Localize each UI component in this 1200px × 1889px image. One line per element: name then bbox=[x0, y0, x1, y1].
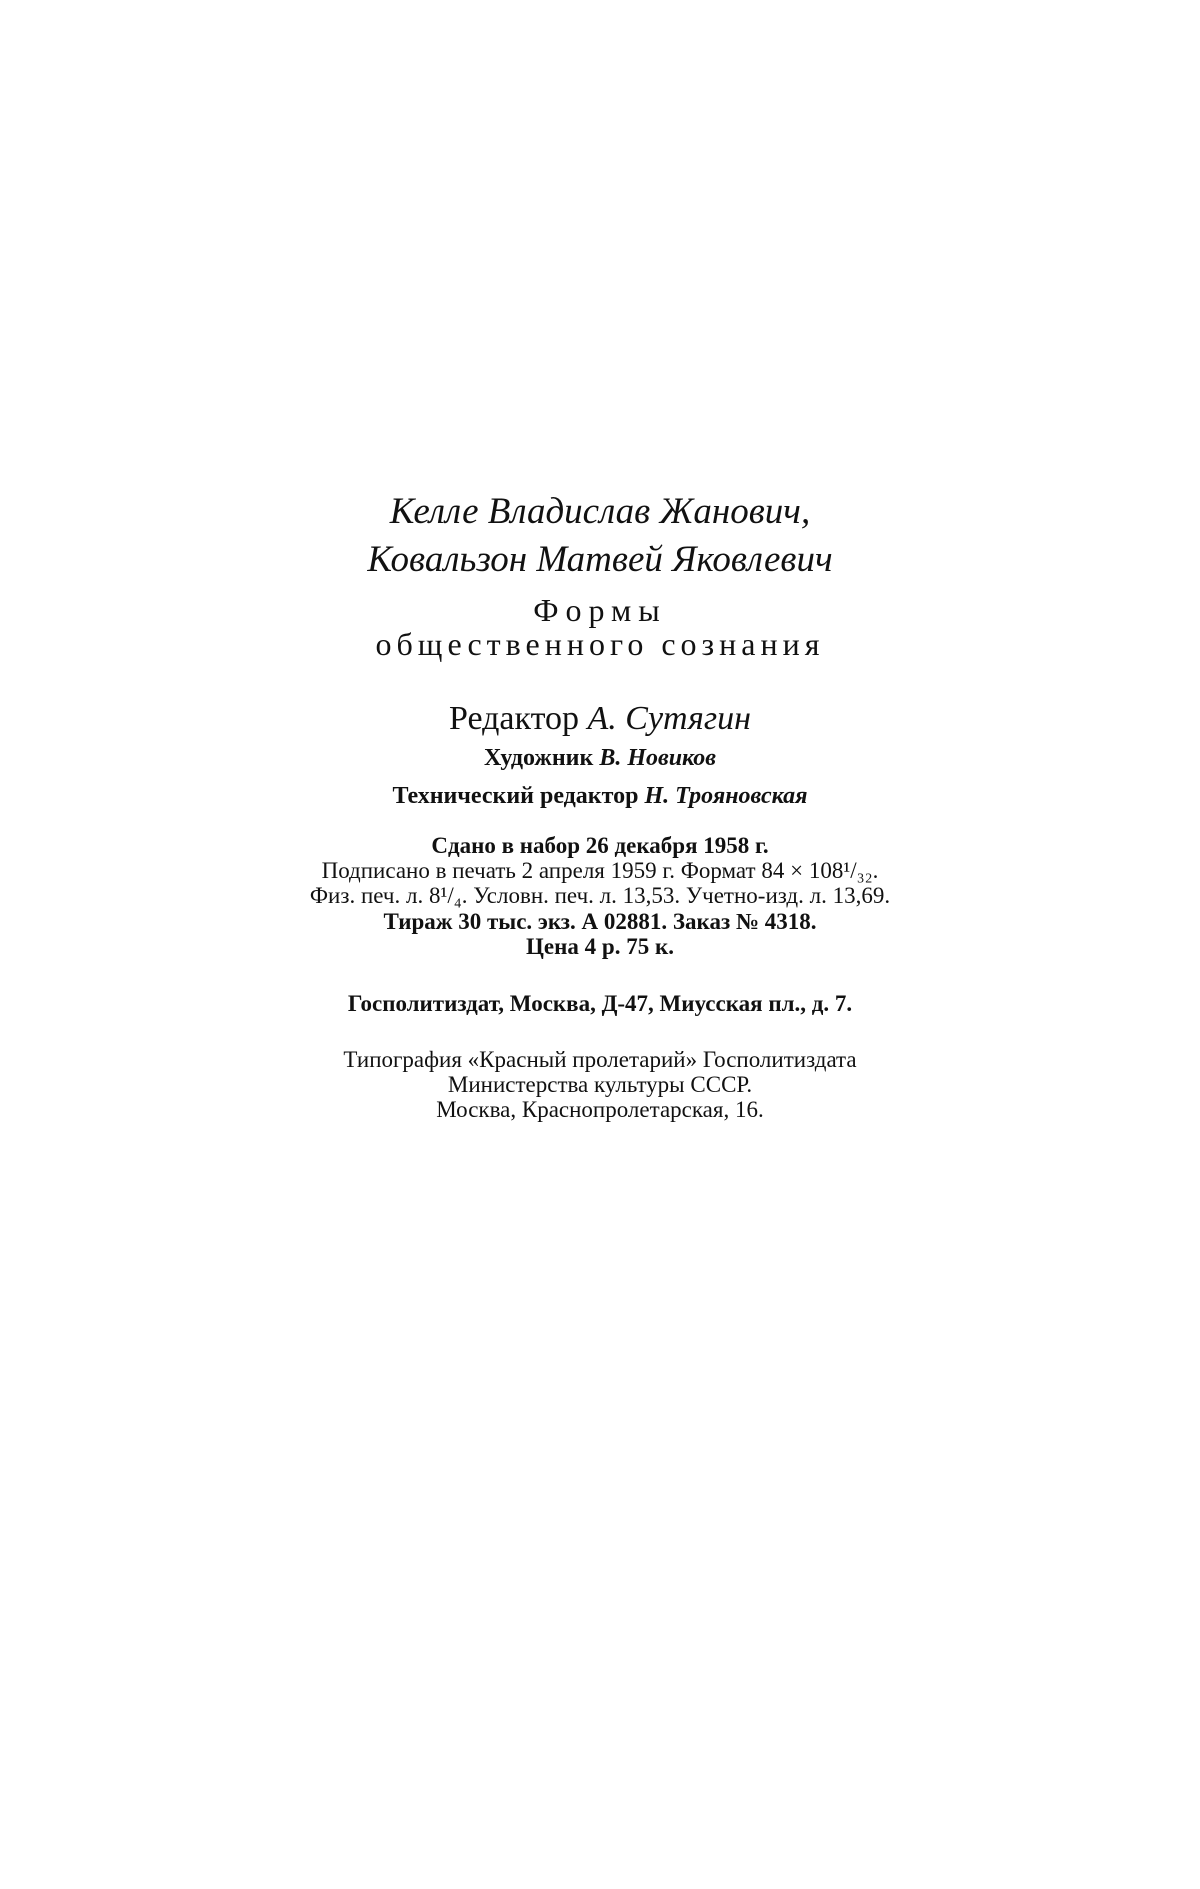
artist-name: В. Новиков bbox=[599, 745, 717, 771]
imprint-line: Подписано в печать 2 апреля 1959 г. Формат 84 × 108¹/₃₂. bbox=[321, 858, 879, 883]
printer-line: Типография «Красный пролетарий» Госполитиздата bbox=[343, 1047, 857, 1072]
technical-editor-credit bbox=[0, 783, 1200, 810]
printer-line: Москва, Краснопролетарская, 16. bbox=[436, 1097, 764, 1122]
book-title-line-1: Формы bbox=[533, 592, 667, 628]
imprint-line: Сдано в набор 26 декабря 1958 г. bbox=[431, 833, 769, 858]
author-name: Ковальзон Матвей Яковлевич bbox=[367, 539, 833, 580]
imprint-line: Физ. печ. л. 8¹/₄. Условн. печ. л. 13,53. Учетно-изд. л. 13,69. bbox=[309, 883, 891, 908]
book-title-line-2: общественного сознания bbox=[375, 626, 825, 662]
technical-editor-name: Н. Трояновская bbox=[644, 783, 808, 809]
artist-label: Художник bbox=[483, 745, 594, 771]
editor-name: А. Сутягин bbox=[587, 700, 751, 737]
price-line: Цена 4 р. 75 к. bbox=[526, 934, 674, 959]
artist-credit bbox=[0, 745, 1200, 772]
imprint-line: Тираж 30 тыс. экз. А 02881. Заказ № 4318. bbox=[383, 909, 817, 934]
printer-line: Министерства культуры СССР. bbox=[447, 1072, 753, 1097]
editor-label: Редактор bbox=[449, 700, 580, 737]
author-name: Келле Владислав Жанович, bbox=[389, 491, 811, 532]
editor-credit bbox=[0, 700, 1200, 738]
technical-editor-label: Технический редактор bbox=[392, 783, 639, 809]
publisher-address: Госполитиздат, Москва, Д-47, Миусская пл., д. 7. bbox=[347, 991, 853, 1016]
